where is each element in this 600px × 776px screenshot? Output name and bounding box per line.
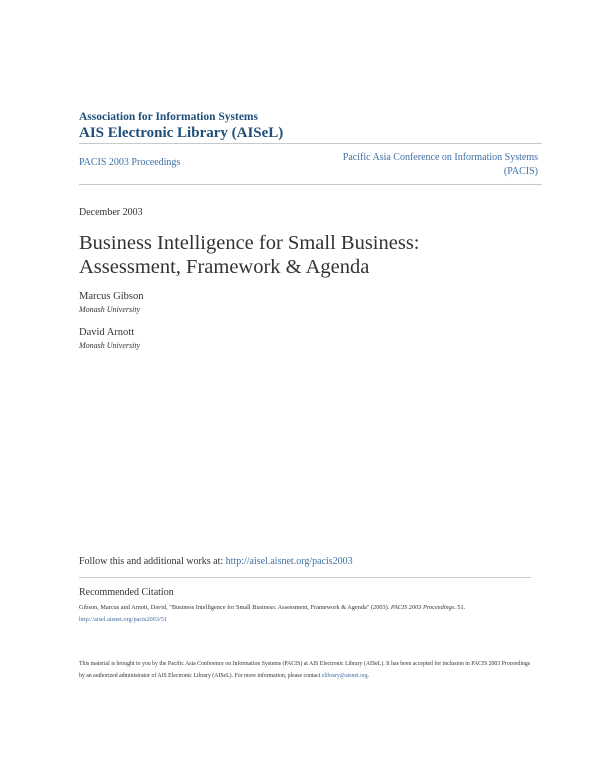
author-affiliation: Monash University — [79, 341, 141, 350]
footer-text: This material is brought to you by the Pacific Asia Conference on Information Systems (PACIS) at AIS Electronic Library (AISeL). It has been accepted for inclusion in PACIS 2003 Proceedings by an authorized administrator of AIS Electronic Library (AISeL). For more information, please contact — [79, 661, 530, 679]
publication-date: December 2003 — [79, 207, 143, 218]
author-name[interactable]: David Arnott — [79, 327, 135, 338]
divider — [79, 143, 542, 144]
follow-line — [79, 556, 353, 567]
library-link[interactable]: AIS Electronic Library (AISeL) — [79, 125, 284, 141]
footer-notice — [79, 658, 531, 682]
citation-number: . 51. — [454, 604, 466, 611]
paper-title: Business Intelligence for Small Business: Assessment, Framework & Agenda — [79, 232, 420, 278]
divider — [79, 577, 531, 578]
citation-heading: Recommended Citation — [79, 587, 174, 598]
organization-link[interactable]: Association for Information Systems — [79, 111, 258, 123]
citation-body: Gibson, Marcus and Arnott, David, "Business Intelligence for Small Business: Assessment, Framework & Agenda" (2003). — [79, 604, 391, 611]
divider — [79, 184, 542, 185]
contact-email-link[interactable]: elibrary@aisnet.org — [321, 673, 368, 679]
collection-link[interactable]: http://aisel.aisnet.org/pacis2003 — [225, 556, 353, 567]
citation-link[interactable]: http://aisel.aisnet.org/pacis2003/51 — [79, 616, 168, 623]
conference-link[interactable]: Pacific Asia Conference on Information Systems (PACIS) — [342, 152, 538, 177]
footer-end: . — [367, 673, 370, 679]
proceedings-link[interactable]: PACIS 2003 Proceedings — [79, 157, 181, 168]
organization-header — [79, 110, 283, 143]
citation-text — [79, 602, 531, 626]
author-affiliation: Monash University — [79, 305, 141, 314]
author-name[interactable]: Marcus Gibson — [79, 291, 144, 302]
citation-venue: PACIS 2003 Proceedings — [390, 604, 455, 611]
follow-text: Follow this and additional works at: — [79, 556, 226, 567]
